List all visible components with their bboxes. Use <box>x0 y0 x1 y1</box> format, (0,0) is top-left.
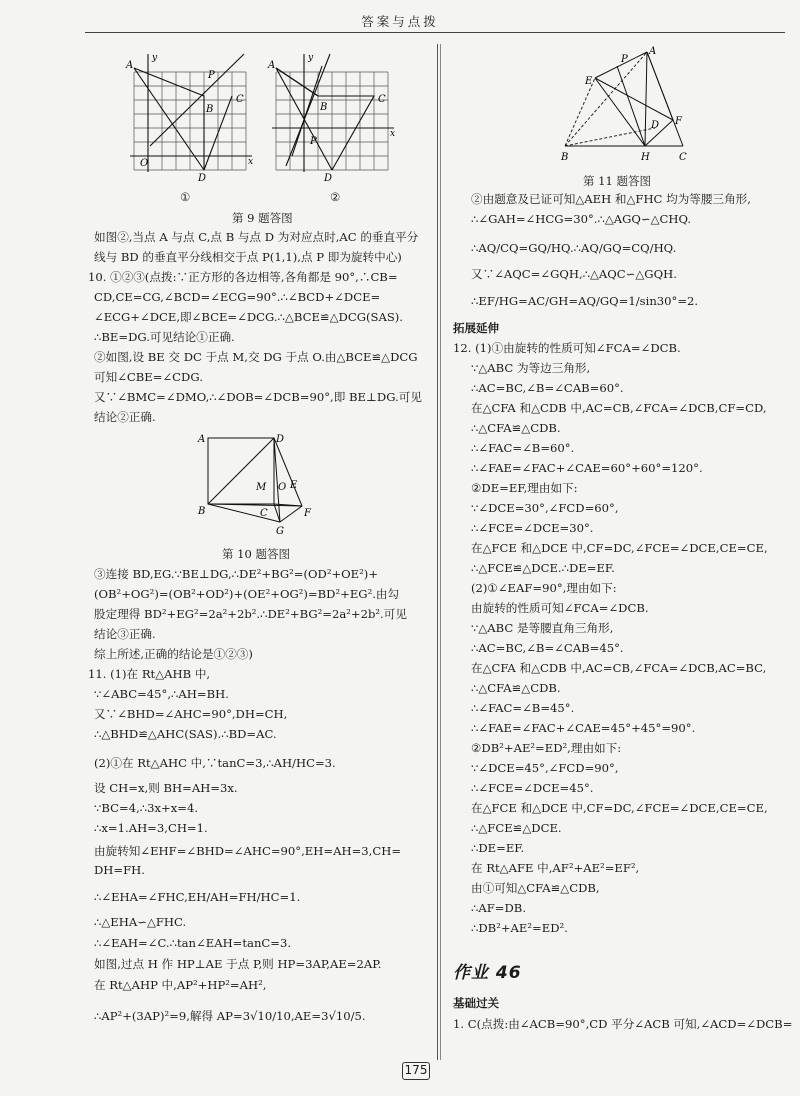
text-line: ∴x=1.AH=3,CH=1. <box>94 821 208 835</box>
label-B: B <box>561 152 569 163</box>
text-line: 可知∠CBE=∠CDG. <box>94 370 203 384</box>
text-line: 在 Rt△AHP 中,AP²+HP²=AH², <box>94 978 267 992</box>
text-line: DH=FH. <box>94 863 145 877</box>
label-P: P <box>208 70 215 81</box>
label-A: A <box>268 60 276 71</box>
figure-9-caption: 第 9 题答图 <box>232 211 293 225</box>
text-line: 又∵∠BHD=∠AHC=90°,DH=CH, <box>94 707 288 721</box>
page-number <box>396 1060 436 1086</box>
label-y-axis: y <box>308 53 314 63</box>
text-line: 线与 BD 的垂直平分线相交于点 P(1,1),点 P 即为旋转中心) <box>94 250 402 264</box>
figure-10-caption: 第 10 题答图 <box>222 547 290 561</box>
page-number-text: 175 <box>404 1063 428 1077</box>
text-line: ∵BC=4,∴3x+x=4. <box>94 801 199 815</box>
label-B: B <box>206 104 214 115</box>
label-P: P <box>310 136 317 147</box>
text-line: ②如图,设 BE 交 DC 于点 M,交 DG 于点 O.由△BCE≌△DCG <box>94 350 418 364</box>
text-line: 设 CH=x,则 BH=AH=3x. <box>94 781 238 795</box>
text-line: ∴∠FAE=∠FAC+∠CAE=60°+60°=120°. <box>471 461 703 475</box>
text-line: ∴△BHD≌△AHC(SAS).∴BD=AC. <box>94 727 277 741</box>
label-D: D <box>276 434 285 445</box>
label-M: M <box>256 482 267 493</box>
label-C: C <box>260 508 268 519</box>
text-line: ∴DB²+AE²=ED². <box>471 921 568 935</box>
text-line: ∴∠FCE=∠DCE=30°. <box>471 521 594 535</box>
right-column <box>441 0 800 1096</box>
text-line: ②DB²+AE²=ED²,理由如下: <box>471 741 622 755</box>
text-line: ∴∠FAC=∠B=60°. <box>471 441 575 455</box>
text-line: ∵△ABC 为等边三角形, <box>471 361 591 375</box>
label-O: O <box>140 158 149 169</box>
figure-9-diagram-2 <box>262 46 402 191</box>
label-A: A <box>649 46 657 57</box>
label-H: H <box>641 152 650 163</box>
section-heading: 基础过关 <box>453 996 499 1010</box>
header-title: 答案与点拨 <box>361 14 439 29</box>
text-line: 在 Rt△AFE 中,AF²+AE²=EF², <box>471 861 640 875</box>
text-line: (2)①∠EAF=90°,理由如下: <box>471 581 617 595</box>
text-line: ∵∠DCE=30°,∠FCD=60°, <box>471 501 619 515</box>
text-line: ∴△EHA∽△FHC. <box>94 915 187 929</box>
text-line: ∵∠DCE=45°,∠FCD=90°, <box>471 761 619 775</box>
text-line: ∴∠FCE=∠DCE=45°. <box>471 781 594 795</box>
label-F: F <box>304 508 311 519</box>
column-divider <box>437 44 438 1060</box>
text-line: 如图②,当点 A 与点 C,点 B 与点 D 为对应点时,AC 的垂直平分 <box>94 230 419 244</box>
text-line: ∴AF=DB. <box>471 901 527 915</box>
text-line: ∴∠FAE=∠FAC+∠CAE=45°+45°=90°. <box>471 721 696 735</box>
label-D: D <box>651 120 660 131</box>
text-line: 12. (1)①由旋转的性质可知∠FCA=∠DCB. <box>453 341 681 355</box>
label-C: C <box>378 94 386 105</box>
label-F: F <box>675 116 682 127</box>
text-line: (OB²+OG²)=(OB²+OD²)+(OE²+OG²)=BD²+EG².由勾 <box>94 587 400 601</box>
text-line: ∴△FCE≌△DCE.∴DE=EF. <box>471 561 615 575</box>
text-line: (2)①在 Rt△AHC 中,∵tanC=3,∴AH/HC=3. <box>94 756 336 770</box>
section-heading: 拓展延伸 <box>453 321 499 335</box>
text-line: ∴BE=DG.可见结论①正确. <box>94 330 235 344</box>
text-line: 11. (1)在 Rt△AHB 中, <box>88 667 211 681</box>
text-line: ∴△CFA≌△CDB. <box>471 421 561 435</box>
text-line: ∴DE=EF. <box>471 841 525 855</box>
figure-11-diagram <box>555 44 705 166</box>
text-line: ∵△ABC 是等腰直角三角形, <box>471 621 614 635</box>
figure-9-sub-1: ① <box>180 190 191 204</box>
label-B: B <box>198 506 206 517</box>
text-line: 结论③正确. <box>94 627 156 641</box>
label-A: A <box>126 60 134 71</box>
text-line: 在△FCE 和△DCE 中,CF=DC,∠FCE=∠DCE,CE=CE, <box>471 541 768 555</box>
label-C: C <box>679 152 687 163</box>
text-line: 股定理得 BD²+EG²=2a²+2b².∴DE²+BG²=2a²+2b².可见 <box>94 607 407 621</box>
text-line: ∴∠EAH=∠C.∴tan∠EAH=tanC=3. <box>94 936 292 950</box>
text-line: 由旋转的性质可知∠FCA=∠DCB. <box>471 601 649 615</box>
label-O: O <box>278 482 287 493</box>
text-line: ②由题意及已证可知△AEH 和△FHC 均为等腰三角形, <box>471 192 751 206</box>
text-line: 1. C(点拨:由∠ACB=90°,CD 平分∠ACB 可知,∠ACD=∠DCB= <box>453 1017 793 1031</box>
text-line: ∴∠GAH=∠HCG=30°.∴△AGQ∽△CHQ. <box>471 212 692 226</box>
text-line: ∴AC=BC,∠B=∠CAB=60°. <box>471 381 624 395</box>
text-line: 10. ①②③(点拨:∵正方形的各边相等,各角都是 90°,∴CB= <box>88 270 398 284</box>
text-line: 如图,过点 H 作 HP⊥AE 于点 P,则 HP=3AP,AE=2AP. <box>94 957 382 971</box>
figure-11-caption: 第 11 题答图 <box>583 174 651 188</box>
figure-9-diagram-1 <box>120 46 260 191</box>
homework-title: 作业 46 <box>453 963 522 983</box>
text-line: ③连接 BD,EG.∵BE⊥DG,∴DE²+BG²=(OD²+OE²)+ <box>94 567 379 581</box>
text-line: ∴AP²+(3AP)²=9,解得 AP=3√10/10,AE=3√10/5. <box>94 1009 366 1023</box>
text-line: ∴EF/HG=AC/GH=AQ/GQ=1/sin30°=2. <box>471 294 699 308</box>
text-line: ∴△FCE≌△DCE. <box>471 821 562 835</box>
text-line: 在△CFA 和△CDB 中,AC=CB,∠FCA=∠DCB,AC=BC, <box>471 661 767 675</box>
label-G: G <box>276 526 284 537</box>
label-C: C <box>236 94 244 105</box>
label-D: D <box>324 173 333 184</box>
label-E: E <box>290 480 298 491</box>
text-line: ∠ECG+∠DCE,即∠BCE=∠DCG.∴△BCE≌△DCG(SAS). <box>94 310 403 324</box>
text-line: ∴∠FAC=∠B=45°. <box>471 701 575 715</box>
figure-10-diagram <box>194 428 324 538</box>
text-line: 在△FCE 和△DCE 中,CF=DC,∠FCE=∠DCE,CE=CE, <box>471 801 768 815</box>
label-y-axis: y <box>152 53 158 63</box>
text-line: ∵∠ABC=45°,∴AH=BH. <box>94 687 229 701</box>
text-line: ∴AQ/CQ=GQ/HQ.∴AQ/GQ=CQ/HQ. <box>471 241 677 255</box>
label-E: E <box>585 76 593 87</box>
text-line: ②DE=EF,理由如下: <box>471 481 578 495</box>
text-line: ∴AC=BC,∠B=∠CAB=45°. <box>471 641 624 655</box>
text-line: 结论②正确. <box>94 410 156 424</box>
label-x-axis: x <box>248 157 254 167</box>
figure-9-sub-2: ② <box>330 190 341 204</box>
text-line: 综上所述,正确的结论是①②③) <box>94 647 253 661</box>
label-x-axis: x <box>390 129 396 139</box>
text-line: 由旋转知∠EHF=∠BHD=∠AHC=90°,EH=AH=3,CH= <box>94 844 402 858</box>
label-A: A <box>198 434 206 445</box>
label-P: P <box>621 54 628 65</box>
text-line: ∴∠EHA=∠FHC,EH/AH=FH/HC=1. <box>94 890 301 904</box>
text-line: 在△CFA 和△CDB 中,AC=CB,∠FCA=∠DCB,CF=CD, <box>471 401 767 415</box>
text-line: ∴△CFA≌△CDB. <box>471 681 561 695</box>
text-line: 由①可知△CFA≌△CDB, <box>471 881 600 895</box>
label-B: B <box>320 102 328 113</box>
text-line: CD,CE=CG,∠BCD=∠ECG=90°.∴∠BCD+∠DCE= <box>94 290 381 304</box>
label-D: D <box>198 173 207 184</box>
text-line: 又∵∠AQC=∠GQH,∴△AQC∽△GQH. <box>471 267 677 281</box>
text-line: 又∵∠BMC=∠DMO,∴∠DOB=∠DCB=90°,即 BE⊥DG.可见 <box>94 390 422 404</box>
